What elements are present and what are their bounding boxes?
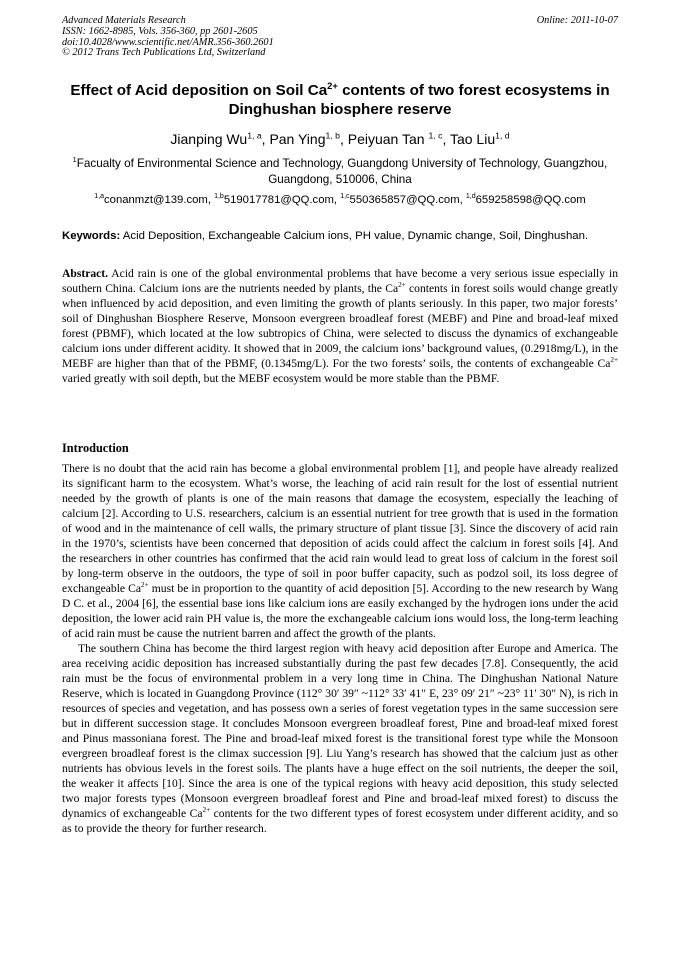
email-sup: 1,a	[94, 193, 105, 201]
paper-title	[62, 81, 618, 119]
intro-text: There is no doubt that the acid rain has become a global environmental problem [1], and people have already realized its significant harm to the ecosystem. What’s worse, the leaching of acid rain result for the lost of essential nutrient needed by the growth of plants is one of the main reasons that damage the ecosystem, especially the leaching of calcium [2]. According to U.S. researchers, calcium is an essential nutrient for tree growth that is used in the formation of wood and in the maintenance of cell walls, the primary structure of plant tissue [3]. Since the discovery of acid rain in the 1970’s, scientists have been concerned that deposition of acids could affect the calcium in forest soils [4]. And the researchers in other countries has confirmed that the acid rain would lead to great loss of calcium in the forest soil by long-term observe in the outdoors, the type of soil in poor buffer capacity, such as podzol soil, its loss degree of exchangeable Ca	[62, 462, 618, 595]
author-name: Pan Ying	[269, 131, 326, 147]
author-name: Tao Liu	[449, 131, 496, 147]
online-date: Online: 2011-10-07	[536, 15, 618, 26]
intro-sup: 2+	[202, 806, 211, 815]
title-part2: contents of two forest ecosystems in Dinghushan biosphere reserve	[228, 82, 610, 118]
affiliation-text: Facualty of Environmental Science and Technology, Guangdong University of Technology, Guangzhou, Guangdong, 510006, China	[76, 157, 608, 186]
intro-text: contents for the two different types of forest ecosystem under different acidity, and so as to provide the theory for further research.	[62, 807, 618, 835]
email-sep: ,	[207, 194, 215, 206]
title-part1: Effect of Acid deposition on Soil Ca	[70, 82, 328, 99]
email-list	[62, 193, 618, 207]
intro-text: The southern China has become the third largest region with heavy acid deposition after Europe and America. The area receiving acidic deposition has increased substantially during the past few decades [7.8]. Consequently, the acid rain must be the focus of environmental problem in a very long time in China. The Dinghushan National Nature Reserve, which is located in Guangdong Province (112° 30′ 39″ ~112° 33′ 41″ E, 23° 09′ 21″ ~23° 11′ 30″ N), is rich in resources of species and vegetation, and has possess own a series of forest vegetation types in the same succession sere but in different succession stage. It concludes Monsoon evergreen broadleaf forest, Pine and broad-leaf mixed forest and Pinus massoniana forest. The Pine and broad-leaf mixed forest is the transitional forest type while the Monsoon evergreen broadleaf forest is the climax succession [9]. Liu Yang’s research has showed that the calcium just as other nutrients has obvious levels in the forest soils. The plants have a huge effect on the soil nutrients, the deeper the soil, the weaker it affects [10]. Since the area is one of the typical regions with heavy acid deposition, this study selected two major forests types (Monsoon evergreen broadleaf forest and Pine and broad-leaf mixed forest) to discuss the dynamics of exchangeable Ca	[62, 642, 618, 820]
author-sep: ,	[339, 131, 348, 147]
email-link[interactable]: conanmzt@139.com	[104, 194, 208, 206]
intro-text: must be in proportion to the quantity of acid deposition [5]. According to the new research by Wang D C. et al., 2004 [6], the essential base ions like calcium ions are easily exchanged by the hydrogen ions under the acid deposition, the lower acid rain PH value is, the more the exchangeable calcium ions would loss, the long-term leaching of acid rain must be cause the nutrient barren and affect the growth of the plants.	[62, 582, 618, 640]
author-list	[62, 131, 618, 148]
abstract-section	[62, 266, 618, 386]
author-sep: ,	[261, 131, 270, 147]
keywords-text: Acid Deposition, Exchangeable Calcium ions, PH value, Dynamic change, Soil, Dinghushan.	[120, 230, 589, 242]
email-sup: 1,c	[340, 193, 350, 201]
author-name: Peiyuan Tan	[347, 131, 429, 147]
issn-line: ISSN: 1662-8985, Vols. 356-360, pp 2601-2605	[62, 25, 258, 37]
abstract-label: Abstract.	[62, 267, 109, 280]
intro-sup: 2+	[141, 581, 149, 590]
email-link[interactable]: 550365857@QQ.com	[349, 194, 460, 206]
abstract-text: Acid rain is one of the global environmental problems that have become a very serious issue especially in southern China. Calcium ions are the nutrients needed by plants, the Ca	[62, 267, 618, 295]
author-sup: 1, d	[495, 130, 510, 141]
email-sup: 1,d	[465, 193, 476, 201]
abstract-sup: 2+	[398, 281, 406, 290]
author-sup: 1, a	[247, 130, 262, 141]
email-sep: ,	[459, 194, 466, 206]
abstract-sup: 2+	[610, 356, 618, 365]
intro-paragraph-1	[62, 461, 618, 641]
abstract-text: contents in forest soils would change greatly when influenced by acid deposition, and even limiting the growth of plants seriously. In this paper, two major forests’ soil of Dinghushan Biosphere Reserve, Monsoon evergreen broadleaf forest (MEBF) and Pine and broad-leaf mixed forest (PBMF), which located at the low subtropics of China, were selected to discuss the dynamics of exchangeable calcium ions under different acidity. It showed that in 2009, the calcium ions’ background values, (0.2918mg/L), in the MEBF are higher than that of the PBMF, (0.1345mg/L). For the two forests’ soils, the contents of exchangeable Ca	[62, 282, 618, 370]
email-sep: ,	[333, 194, 341, 206]
author-sup: 1, c	[428, 130, 443, 141]
abstract-text: varied greatly with soil depth, but the MEBF ecosystem would be more stable than the PBMF.	[62, 372, 500, 385]
affiliation	[62, 156, 618, 188]
keywords-section	[62, 229, 618, 244]
introduction-section	[62, 461, 618, 836]
author-sep: ,	[442, 131, 450, 147]
journal-header	[62, 16, 618, 59]
introduction-heading: Introduction	[62, 441, 129, 455]
author-sup: 1, b	[325, 130, 340, 141]
keywords-label: Keywords:	[62, 230, 121, 242]
doi-line: doi:10.4028/www.scientific.net/AMR.356-360.2601	[62, 36, 274, 48]
copyright-line: © 2012 Trans Tech Publications Ltd, Switzerland	[62, 47, 266, 59]
email-link[interactable]: 659258598@QQ.com	[475, 194, 586, 206]
email-link[interactable]: 519017781@QQ.com	[223, 194, 334, 206]
intro-paragraph-2	[62, 641, 618, 836]
title-sup: 2+	[327, 79, 338, 91]
author-name: Jianping Wu	[170, 131, 248, 147]
journal-name: Advanced Materials Research	[62, 15, 186, 26]
email-sup: 1,b	[214, 193, 224, 201]
affiliation-sup: 1	[72, 155, 77, 165]
